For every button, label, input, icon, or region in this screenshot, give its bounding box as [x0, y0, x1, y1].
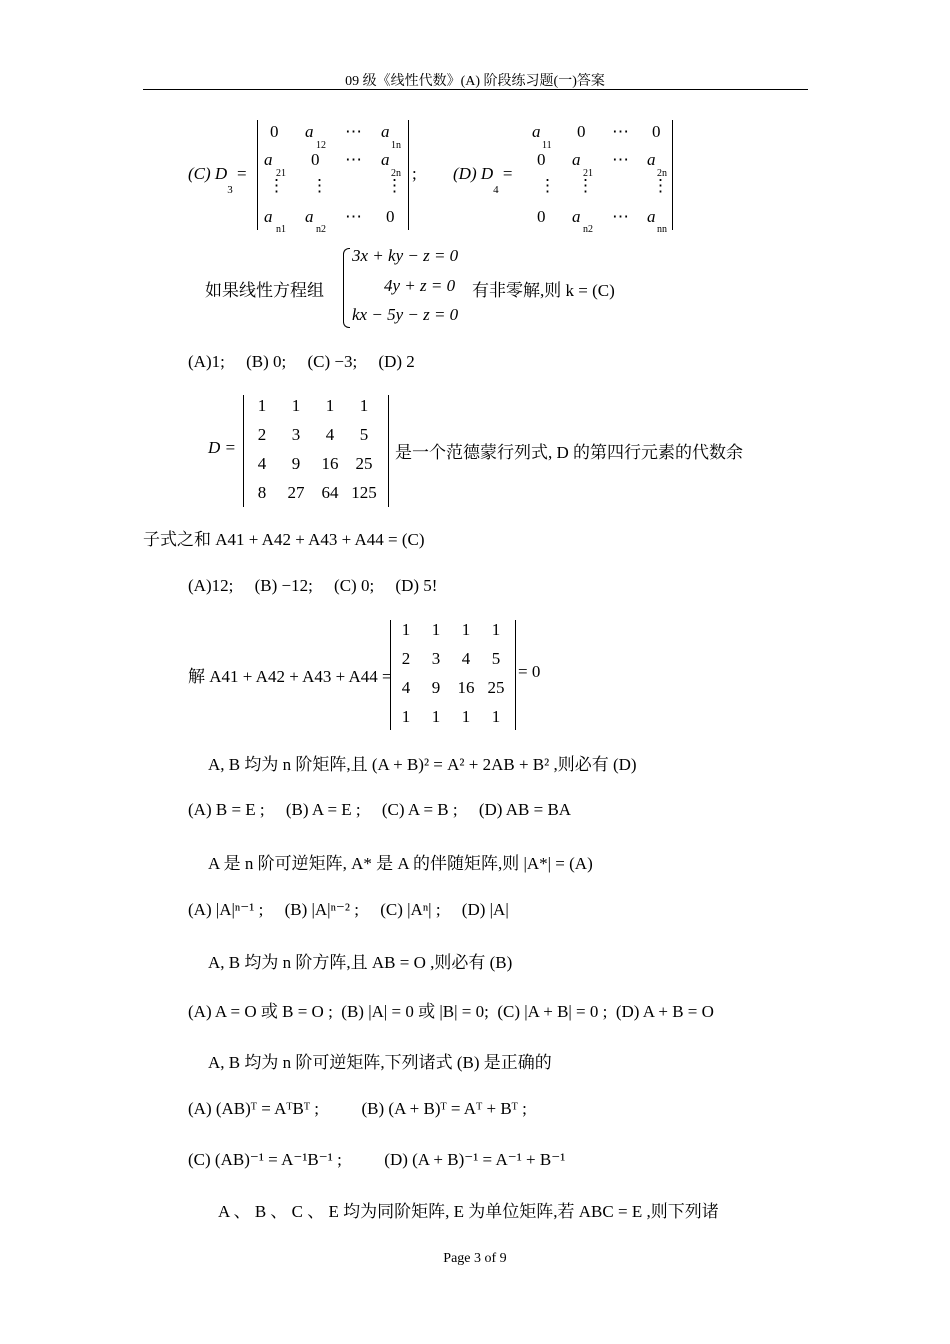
solution-cell: 4 — [461, 649, 471, 668]
system-prefix: 如果线性方程组 — [205, 281, 324, 300]
q8-stem: A 、 B 、 C 、 E 均为同阶矩阵, E 为单位矩阵,若 ABC = E ,则下列诸 — [218, 1202, 719, 1221]
vandermonde-cell: 4 — [257, 454, 267, 473]
solution-cell: 2 — [401, 649, 411, 668]
solution-cell: 4 — [401, 678, 411, 697]
solution-cell: 1 — [431, 707, 441, 726]
vandermonde-d-eq: D = — [208, 438, 236, 457]
system-brace — [343, 248, 350, 328]
q6-stem: A, B 均为 n 阶方阵,且 AB = O ,则必有 (B) — [208, 953, 513, 972]
system-suffix: 有非零解,则 k = (C) — [472, 281, 615, 300]
q5-options: (A) |A|ⁿ⁻¹ ; (B) |A|ⁿ⁻² ; (C) |Aⁿ| ; (D) |A| — [188, 900, 509, 919]
solution-result: = 0 — [518, 662, 541, 681]
solution-cell: 3 — [431, 649, 441, 668]
system-eq3: kx − 5y − z = 0 — [352, 305, 459, 324]
solution-cell: 1 — [461, 620, 471, 639]
page-footer: Page 3 of 9 — [443, 1251, 507, 1266]
solution-cell: 16 — [457, 678, 475, 697]
vandermonde-cell: 2 — [257, 425, 267, 444]
vandermonde-cell: 1 — [325, 396, 335, 415]
vandermonde-cell: 8 — [257, 483, 267, 502]
semicolon: ; — [412, 164, 417, 183]
q7-options-1: (A) (AB)ᵀ = AᵀBᵀ ; (B) (A + B)ᵀ = Aᵀ + Bᵀ ; — [188, 1099, 527, 1118]
header-rule — [143, 89, 808, 90]
solution-prefix: 解 A41 + A42 + A43 + A44 = — [188, 667, 392, 686]
vandermonde-cell: 16 — [321, 454, 339, 473]
option-c-label: (C) $D_3$ = — [188, 164, 247, 196]
q5-stem: A 是 n 阶可逆矩阵, A* 是 A 的伴随矩阵,则 |A*| = (A) — [208, 854, 593, 873]
vandermonde-line2: 子式之和 A41 + A42 + A43 + A44 = (C) — [143, 530, 425, 549]
solution-cell: 5 — [491, 649, 501, 668]
option-d-label: (D) $D_4$ = — [453, 164, 513, 196]
vandermonde-cell: 27 — [287, 483, 305, 502]
solution-cell: 25 — [487, 678, 505, 697]
system-eq1: 3x + ky − z = 0 — [352, 246, 459, 265]
solution-cell: 1 — [461, 707, 471, 726]
vandermonde-cell: 125 — [351, 483, 377, 502]
solution-cell: 1 — [401, 707, 411, 726]
q6-options: (A) A = O 或 B = O ; (B) |A| = 0 或 |B| = 0; (C) |A + B| = 0 ; (D) A + B = O — [188, 1002, 714, 1021]
vandermonde-options: (A)12; (B) −12; (C) 0; (D) 5! — [188, 576, 438, 595]
solution-cell: 1 — [491, 620, 501, 639]
vandermonde-cell: 1 — [291, 396, 301, 415]
page-header: 09 级《线性代数》(A) 阶段练习题(一)答案 — [345, 74, 605, 89]
vandermonde-cell: 1 — [257, 396, 267, 415]
vandermonde-cell: 9 — [291, 454, 301, 473]
q7-stem: A, B 均为 n 阶可逆矩阵,下列诸式 (B) 是正确的 — [208, 1053, 552, 1072]
vandermonde-cell: 4 — [325, 425, 335, 444]
solution-cell: 1 — [401, 620, 411, 639]
vandermonde-cell: 5 — [359, 425, 369, 444]
solution-cell: 9 — [431, 678, 441, 697]
solution-cell: 1 — [491, 707, 501, 726]
q7-options-2: (C) (AB)⁻¹ = A⁻¹B⁻¹ ; (D) (A + B)⁻¹ = A⁻¹ + B⁻¹ — [188, 1150, 566, 1169]
q4-stem: A, B 均为 n 阶矩阵,且 (A + B)² = A² + 2AB + B² ,则必有 (D) — [208, 755, 637, 774]
system-options: (A)1; (B) 0; (C) −3; (D) 2 — [188, 352, 415, 371]
vandermonde-cell: 64 — [321, 483, 339, 502]
vandermonde-cell: 3 — [291, 425, 301, 444]
solution-cell: 1 — [431, 620, 441, 639]
vandermonde-cell: 25 — [355, 454, 373, 473]
vandermonde-text: 是一个范德蒙行列式, D 的第四行元素的代数余 — [395, 443, 744, 462]
vandermonde-cell: 1 — [359, 396, 369, 415]
q4-options: (A) B = E ; (B) A = E ; (C) A = B ; (D) AB = BA — [188, 800, 572, 819]
system-eq2: 4y + z = 0 — [384, 276, 456, 295]
